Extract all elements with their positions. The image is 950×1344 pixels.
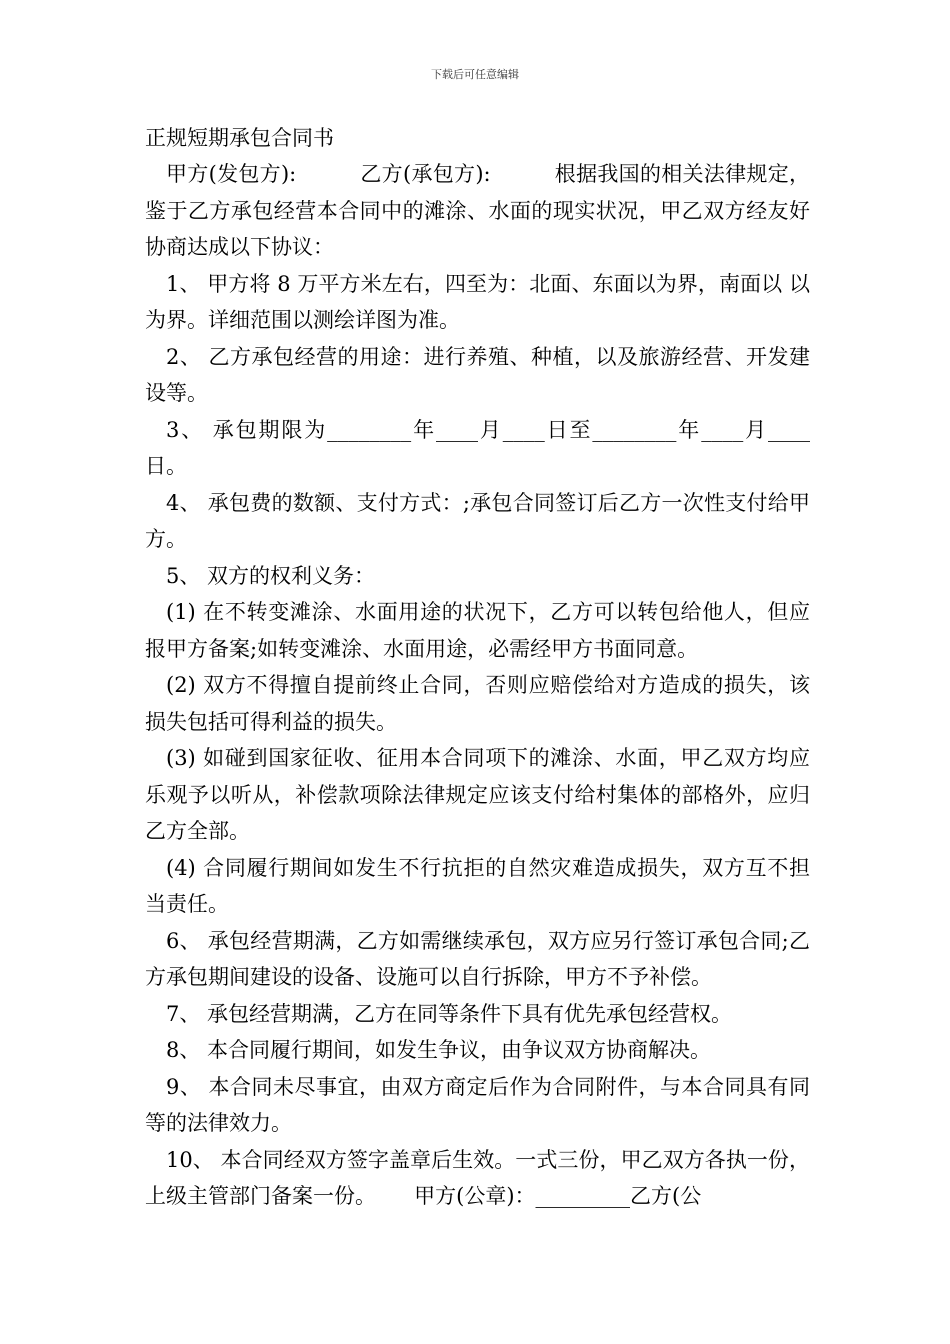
document-body [145, 120, 810, 1215]
paragraph-subclause-1: (1) 在不转变滩涂、水面用途的状况下，乙方可以转包给他人，但应报甲方备案;如转变滩涂、水面用途，必需经甲方书面同意。 [145, 600, 810, 661]
paragraph-clause-3: 3、 承包期限为________年____月____日至________年____月____日。 [145, 417, 810, 478]
paragraph-clause-8: 8、 本合同履行期间，如发生争议，由争议双方协商解决。 [166, 1038, 712, 1062]
paragraph-subclause-3: (3) 如碰到国家征收、征用本合同项下的滩涂、水面，甲乙双方均应乐观予以听从，补偿款项除法律规定应该支付给村集体的部格外，应归乙方全部。 [145, 746, 810, 843]
paragraph-clause-10: 10、 本合同经双方签字盖章后生效。一式三份，甲乙双方各执一份，上级主管部门备案一份。 甲方(公章)：_________乙方(公 [145, 1147, 810, 1208]
paragraph-intro: 甲方(发包方): 乙方(承包方): 根据我国的相关法律规定，鉴于乙方承包经营本合同中的滩涂、水面的现实状况，甲乙双方经友好协商达成以下协议： [145, 162, 810, 259]
paragraph-clause-7: 7、 承包经营期满，乙方在同等条件下具有优先承包经营权。 [166, 1001, 733, 1026]
paragraph-clause-4: 4、 承包费的数额、支付方式：;承包合同签订后乙方一次性支付给甲方。 [145, 490, 810, 551]
paragraph-clause-1: 1、 甲方将 8 万平方米左右，四至为：北面、东面以为界，南面以 以 为界。详细范围以测绘详图为准。 [145, 271, 810, 332]
paragraph-clause-9: 9、 本合同未尽事宜，由双方商定后作为合同附件，与本合同具有同等的法律效力。 [145, 1074, 810, 1135]
paragraph-clause-2: 2、 乙方承包经营的用途：进行养殖、种植，以及旅游经营、开发建设等。 [145, 344, 810, 405]
paragraph-clause-5: 5、 双方的权利义务： [166, 563, 376, 588]
paragraph-subclause-2: (2) 双方不得擅自提前终止合同，否则应赔偿给对方造成的损失，该损失包括可得利益的损失。 [145, 673, 810, 734]
paragraph-subclause-4: (4) 合同履行期间如发生不行抗拒的自然灾难造成损失，双方互不担当责任。 [145, 855, 810, 916]
document-title: 正规短期承包合同书 [145, 126, 334, 150]
paragraph-clause-6: 6、 承包经营期满，乙方如需继续承包，双方应另行签订承包合同;乙方承包期间建设的设备、设施可以自行拆除，甲方不予补偿。 [145, 928, 810, 989]
header-note: 下载后可任意编辑 [431, 68, 519, 81]
